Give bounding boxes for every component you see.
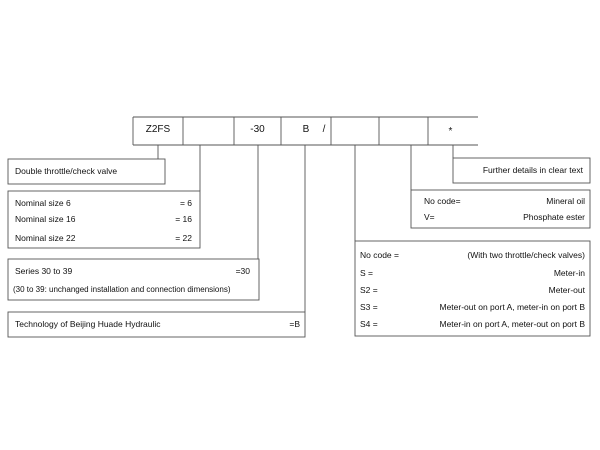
seal-phosphate-ester: Phosphate ester [523, 212, 585, 222]
double-throttle-label: Double throttle/check valve [15, 166, 118, 176]
technology-label: Technology of Beijing Huade Hydraulic [15, 319, 161, 329]
adjust-no-code-value: (With two throttle/check valves) [467, 250, 585, 260]
code-box-series: -30 [250, 124, 265, 135]
nominal-size-22-code: = 22 [175, 233, 192, 243]
seal-v-label: V= [424, 212, 435, 222]
adjust-s4-label: S4 = [360, 319, 378, 329]
nominal-size-6-label: Nominal size 6 [15, 198, 71, 208]
code-box-further: * [448, 126, 453, 137]
seal-no-code-label: No code= [424, 196, 461, 206]
code-box-technology: B [302, 124, 310, 135]
adjust-s3-value: Meter-out on port A, meter-in on port B [439, 302, 585, 312]
further-details-label: Further details in clear text [482, 165, 583, 175]
adjust-s-label: S = [360, 268, 373, 278]
adjust-s-value: Meter-in [553, 268, 585, 278]
nominal-size-16-label: Nominal size 16 [15, 214, 76, 224]
series-label: Series 30 to 39 [15, 266, 73, 276]
adjust-s2-label: S2 = [360, 285, 378, 295]
nominal-size-6-code: = 6 [179, 198, 192, 208]
technology-code: =B [289, 319, 300, 329]
adjust-s4-value: Meter-in on port A, meter-out on port B [439, 319, 585, 329]
code-box-slash: / [322, 124, 326, 135]
adjust-no-code-label: No code = [360, 250, 399, 260]
series-note: (30 to 39: unchanged installation and connection dimensions) [13, 285, 231, 294]
nominal-size-16-code: = 16 [175, 214, 192, 224]
adjust-s3-label: S3 = [360, 302, 378, 312]
series-code: =30 [235, 266, 250, 276]
nominal-size-22-label: Nominal size 22 [15, 233, 76, 243]
code-box-model: Z2FS [145, 124, 171, 135]
adjust-s2-value: Meter-out [548, 285, 585, 295]
seal-mineral-oil: Mineral oil [546, 196, 585, 206]
